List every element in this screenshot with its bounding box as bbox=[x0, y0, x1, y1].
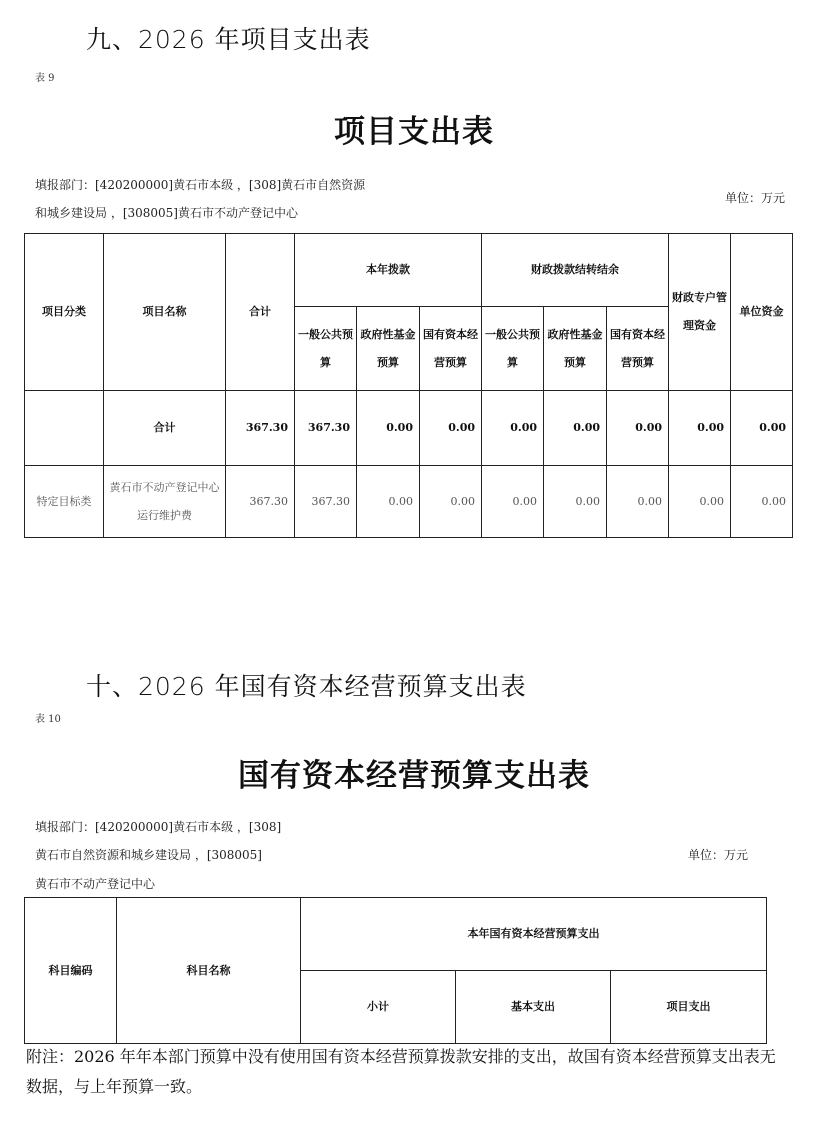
unit-label: 单位：万元 bbox=[688, 848, 749, 862]
subheader: 国有资本经营预算 bbox=[420, 307, 482, 391]
cell: 367.30 bbox=[226, 391, 295, 466]
cell: 0.00 bbox=[482, 391, 544, 466]
cell: 0.00 bbox=[607, 466, 669, 538]
cell: 367.30 bbox=[295, 466, 357, 538]
total-label: 合计 bbox=[104, 391, 226, 466]
header-basic: 基本支出 bbox=[456, 971, 611, 1044]
table-row bbox=[25, 466, 793, 538]
header-code: 科目编码 bbox=[25, 898, 117, 1044]
dept-line: 填报部门：[420200000]黄石市本级 ，[308] bbox=[35, 820, 282, 834]
state-capital-expenditure-table bbox=[24, 897, 767, 1044]
project-expenditure-table bbox=[24, 233, 793, 538]
dept-line: 黄石市不动产登记中心 bbox=[35, 877, 156, 891]
header-name: 科目名称 bbox=[117, 898, 301, 1044]
cell: 0.00 bbox=[669, 466, 731, 538]
cell bbox=[25, 391, 104, 466]
section-heading: 九、2026 年项目支出表 bbox=[86, 25, 371, 54]
cell: 黄石市不动产登记中心运行维护费 bbox=[104, 466, 226, 538]
subheader: 一般公共预算 bbox=[295, 307, 357, 391]
subheader: 政府性基金预算 bbox=[544, 307, 607, 391]
dept-line: 和城乡建设局 ，[308005]黄石市不动产登记中心 bbox=[35, 206, 298, 220]
dept-line: 填报部门：[420200000]黄石市本级 ，[308]黄石市自然资源 bbox=[35, 178, 366, 192]
unit-label: 单位：万元 bbox=[725, 191, 786, 205]
cell: 0.00 bbox=[544, 466, 607, 538]
cell: 0.00 bbox=[607, 391, 669, 466]
header-subtotal: 小计 bbox=[301, 971, 456, 1044]
footnote: 附注：2026 年年本部门预算中没有使用国有资本经营预算拨款安排的支出，故国有资本经营预算支出表无数据，与上年预算一致。 bbox=[26, 1047, 776, 1096]
header-group: 本年国有资本经营预算支出 bbox=[301, 898, 767, 971]
cell: 367.30 bbox=[226, 466, 295, 538]
header-category: 项目分类 bbox=[25, 234, 104, 391]
cell: 0.00 bbox=[357, 391, 420, 466]
subheader: 政府性基金预算 bbox=[357, 307, 420, 391]
cell: 0.00 bbox=[544, 391, 607, 466]
header-unit-funds: 单位资金 bbox=[731, 234, 793, 391]
header-special: 财政专户管理资金 bbox=[669, 234, 731, 391]
cell: 0.00 bbox=[731, 391, 793, 466]
section-heading: 十、2026 年国有资本经营预算支出表 bbox=[86, 672, 527, 701]
header-total: 合计 bbox=[226, 234, 295, 391]
cell: 0.00 bbox=[420, 466, 482, 538]
table-number: 表 10 bbox=[35, 714, 61, 725]
header-carryover: 财政拨款结转结余 bbox=[482, 234, 669, 307]
cell: 特定目标类 bbox=[25, 466, 104, 538]
cell: 0.00 bbox=[669, 391, 731, 466]
subheader: 一般公共预算 bbox=[482, 307, 544, 391]
cell: 367.30 bbox=[295, 391, 357, 466]
cell: 0.00 bbox=[482, 466, 544, 538]
table-title: 项目支出表 bbox=[334, 114, 494, 150]
table-row-total bbox=[25, 391, 793, 466]
cell: 0.00 bbox=[357, 466, 420, 538]
dept-line: 黄石市自然资源和城乡建设局 ，[308005] bbox=[35, 848, 262, 862]
table-number: 表 9 bbox=[35, 73, 55, 84]
header-project: 项目支出 bbox=[611, 971, 767, 1044]
header-this-year: 本年拨款 bbox=[295, 234, 482, 307]
subheader: 国有资本经营预算 bbox=[607, 307, 669, 391]
header-name: 项目名称 bbox=[104, 234, 226, 391]
cell: 0.00 bbox=[420, 391, 482, 466]
cell: 0.00 bbox=[731, 466, 793, 538]
table-title: 国有资本经营预算支出表 bbox=[238, 758, 590, 794]
